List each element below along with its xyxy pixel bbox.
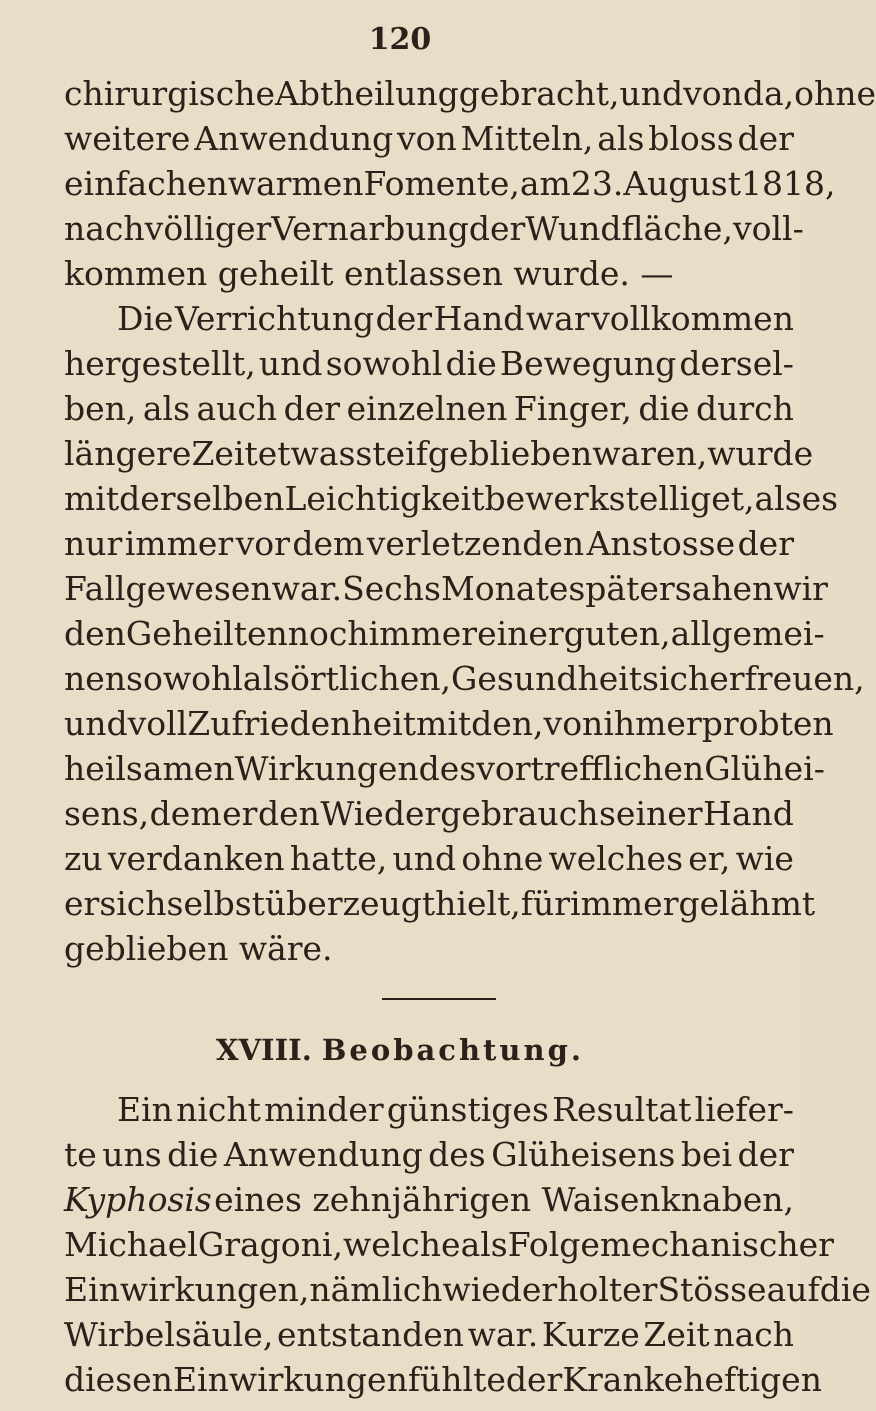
text-line: Michael Gragoni, welche als Folge mechanischer — [64, 1225, 834, 1264]
text-line: Fall gewesen war. Sechs Monate später sahen wir — [64, 569, 828, 608]
text-line: geblieben wäre. — [64, 929, 333, 968]
text-line: Ein nicht minder günstiges Resultat liefer- — [117, 1090, 794, 1129]
text-line — [64, 1178, 794, 1222]
text-line: Die Verrichtung der Hand war vollkommen — [117, 299, 794, 338]
text-line: heilsamen Wirkungen des vortrefflichen Glühei- — [64, 749, 825, 788]
text-line: einfachen warmen Fomente, am 23. August 1818, — [64, 164, 836, 203]
text-line: zu verdanken hatte, und ohne welches er, wie — [64, 839, 794, 878]
text-line: er sich selbst überzeugt hielt, für immer gelähmt — [64, 884, 816, 923]
text-line: hergestellt, und sowohl die Bewegung dersel- — [64, 344, 794, 383]
text-line: nach völliger Vernarbung der Wundfläche, voll- — [64, 209, 804, 248]
section-number: XVIII. — [216, 1033, 312, 1067]
text-line: mit derselben Leichtigkeit bewerkstelliget, als es — [64, 479, 839, 518]
section-separator — [382, 998, 496, 1000]
text-line: ben, als auch der einzelnen Finger, die durch — [64, 389, 794, 428]
text-line: und voll Zufriedenheit mit den, von ihm erprobten — [64, 704, 834, 743]
text-fragment: eines zehnjährigen Waisenknaben, — [214, 1180, 794, 1219]
page-number: 120 — [368, 22, 432, 57]
section-heading — [0, 1033, 800, 1067]
text-line: Wirbelsäule, entstanden war. Kurze Zeit nach — [64, 1315, 794, 1354]
text-line: Einwirkungen, nämlich wiederholter Stösse auf die — [64, 1270, 871, 1309]
text-line: sens, dem er den Wiedergebrauch seiner Hand — [64, 794, 794, 833]
text-line: diesen Einwirkungen fühlte der Kranke heftigen — [64, 1360, 822, 1399]
text-line: te uns die Anwendung des Glüheisens bei der — [64, 1135, 794, 1174]
italic-term: Kyphosis — [64, 1180, 212, 1219]
text-line: nur immer vor dem verletzenden Anstosse der — [64, 524, 794, 563]
text-line: den Geheilten noch immer einer guten, allgemei- — [64, 614, 825, 653]
text-line: längere Zeit etwas steif geblieben waren, wurde — [64, 434, 814, 473]
text-line: chirurgische Abtheilung gebracht, und von da, ohne — [64, 74, 876, 113]
text-line: nen sowohl als örtlichen, Gesundheit sich erfreuen, — [64, 659, 865, 698]
text-line: weitere Anwendung von Mitteln, als bloss der — [64, 119, 794, 158]
section-title: Beobachtung. — [321, 1033, 584, 1067]
text-line: kommen geheilt entlassen wurde. — — [64, 254, 674, 293]
